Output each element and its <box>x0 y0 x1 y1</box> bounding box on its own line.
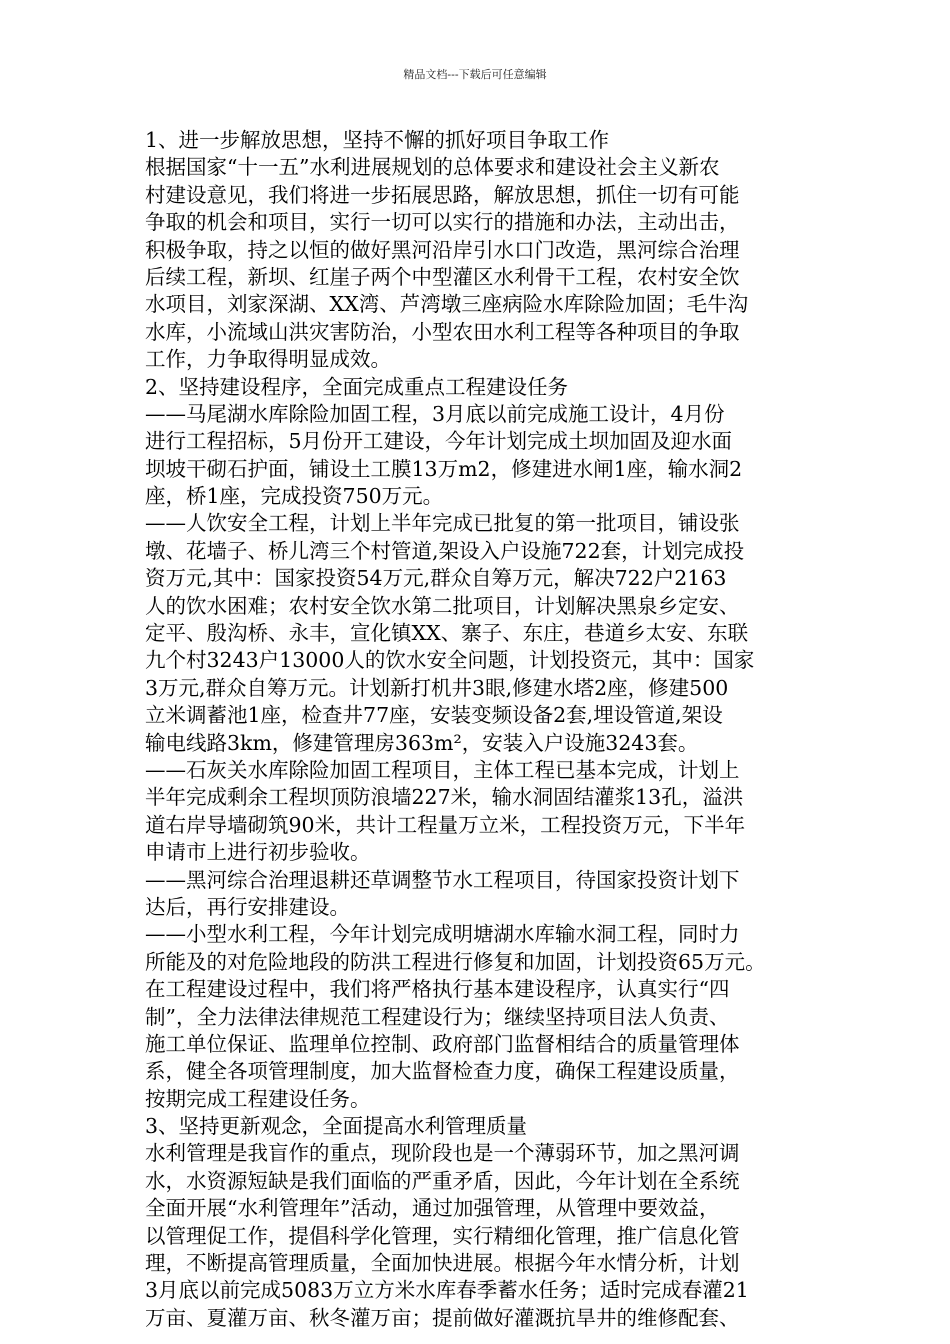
text-line: 水利管理是我盲作的重点，现阶段也是一个薄弱环节，加之黑河调 <box>145 1141 740 1166</box>
text-line: ——马尾湖水库除险加固工程，3月底以前完成施工设计，4月份 <box>145 401 725 426</box>
text-line: 水项目，刘家深湖、XX湾、芦湾墩三座病险水库除险加固；毛牛沟 <box>145 292 749 317</box>
text-line: 施工单位保证、监理单位控制、政府部门监督相结合的质量管理体 <box>145 1031 740 1056</box>
text-line: 立米调蓄池1座，检查井77座，安装变频设备2套,埋设管道,架设 <box>145 703 723 728</box>
text-line: 水，水资源短缺是我们面临的严重矛盾，因此，今年计划在全系统 <box>145 1168 740 1193</box>
text-line: 1、进一步解放思想，坚持不懈的抓好项目争取工作 <box>145 128 610 152</box>
text-line: 理，不断提高管理质量，全面加快进展。根据今年水情分析，计划 <box>145 1251 740 1276</box>
text-line: ——黑河综合治理退耕还草调整节水工程项目，待国家投资计划下 <box>145 867 740 892</box>
text-line: ——石灰关水库除险加固工程项目，主体工程已基本完成，计划上 <box>145 757 740 782</box>
text-line: 半年完成剩余工程坝顶防浪墙227米，输水洞固结灌浆13孔，溢洪 <box>145 785 744 810</box>
text-line: 争取的机会和项目，实行一切可以实行的措施和办法，主动出击， <box>145 210 740 235</box>
text-line: ——人饮安全工程，计划上半年完成已批复的第一批项目，铺设张 <box>145 511 740 536</box>
text-line: 积极争取，持之以恒的做好黑河沿岸引水口门改造，黑河综合治理 <box>145 237 740 262</box>
text-line: 坝坡干砌石护面，铺设土工膜13万m2，修建进水闸1座，输水洞2 <box>145 456 743 481</box>
text-line: 座，桥1座，完成投资750万元。 <box>145 484 444 509</box>
text-line: 定平、殷沟桥、永丰，宣化镇XX、寨子、东庄，巷道乡太安、东联 <box>145 621 749 646</box>
text-line: 2、坚持建设程序，全面完成重点工程建设任务 <box>145 374 569 399</box>
text-line: 申请市上进行初步验收。 <box>145 840 371 865</box>
text-line: 万亩、夏灌万亩、秋冬灌万亩；提前做好灌溉抗旱井的维修配套、 <box>145 1305 740 1330</box>
text-line: 道右岸导墙砌筑90米，共计工程量万立米，工程投资万元，下半年 <box>145 812 746 837</box>
text-line: 墩、花墙子、桥儿湾三个村管道,架设入户设施722套，计划完成投 <box>145 538 745 563</box>
text-line: 九个村3243户13000人的饮水安全问题，计划投资元，其中：国家 <box>145 648 755 673</box>
text-line: 3月底以前完成5083万立方米水库春季蓄水任务；适时完成春灌21 <box>145 1278 749 1303</box>
text-line: 村建设意见，我们将进一步拓展思路，解放思想，抓住一切有可能 <box>145 182 740 207</box>
page-header-watermark: 精品文档---下载后可任意编辑 <box>403 68 547 81</box>
text-line: 进行工程招标，5月份开工建设，今年计划完成土坝加固及迎水面 <box>145 429 733 454</box>
text-line: 在工程建设过程中，我们将严格执行基本建设程序，认真实行“四 <box>145 977 730 1002</box>
text-line: 所能及的对危险地段的防洪工程进行修复和加固，计划投资65万元。 <box>145 949 766 974</box>
text-line: 制”，全力法律法律规范工程建设行为；继续坚持项目法人负责、 <box>145 1004 730 1029</box>
text-line: ——小型水利工程，今年计划完成明塘湖水库输水洞工程，同时力 <box>145 922 740 947</box>
text-line: 资万元,其中：国家投资54万元,群众自筹万元，解决722户2163 <box>145 566 727 591</box>
text-line: 3、坚持更新观念，全面提高水利管理质量 <box>145 1114 528 1139</box>
text-line: 以管理促工作，提倡科学化管理，实行精细化管理，推广信息化管 <box>145 1223 740 1248</box>
text-line: 水库，小流域山洪灾害防治，小型农田水利工程等各种项目的争取 <box>145 319 740 344</box>
text-line: 后续工程，新坝、红崖子两个中型灌区水利骨干工程，农村安全饮 <box>145 264 740 289</box>
text-line: 根据国家“十一五”水利进展规划的总体要求和建设社会主义新农 <box>145 155 720 180</box>
document-body <box>145 127 809 1332</box>
text-line: 系，健全各项管理制度，加大监督检查力度，确保工程建设质量， <box>145 1059 740 1084</box>
text-line: 人的饮水困难；农村安全饮水第二批项目，计划解决黑泉乡定安、 <box>145 593 740 618</box>
text-line: 达后，再行安排建设。 <box>145 894 350 919</box>
text-line: 3万元,群众自筹万元。计划新打机井3眼,修建水塔2座，修建500 <box>145 675 729 700</box>
text-line: 输电线路3km，修建管理房363m²，安装入户设施3243套。 <box>145 730 699 755</box>
text-line: 全面开展“水利管理年”活动，通过加强管理，从管理中要效益， <box>145 1196 720 1221</box>
text-line: 按期完成工程建设任务。 <box>145 1086 371 1111</box>
text-line: 工作，力争取得明显成效。 <box>145 347 391 372</box>
